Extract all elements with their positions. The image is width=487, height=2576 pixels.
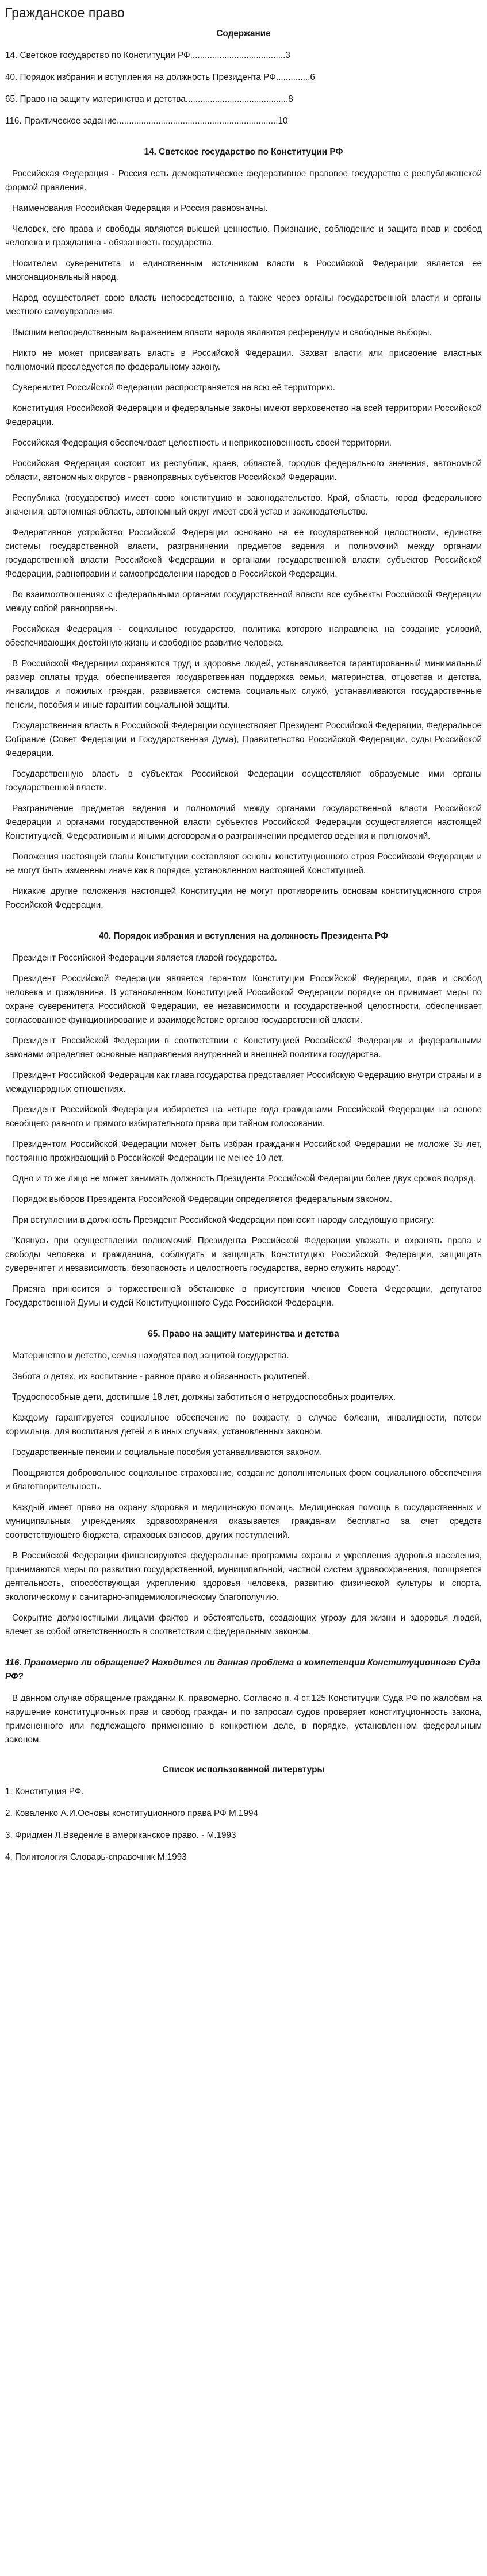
paragraph: Трудоспособные дети, достигшие 18 лет, должны заботиться о нетрудоспособных родителях. xyxy=(12,1392,396,1402)
paragraph: В Российской Федерации финансируются федеральные программы охраны и укрепления здоровья населения, принимаются меры по развитию государственной, муниципальной, частной систем здравоохранения, поощряется деятельность, способствующая укреплению здоровья человека, развитию физической культуры и спорта, экологическому и санитарно-эпидемиологическому благополучию. xyxy=(5,1551,482,1602)
reference-item: 3. Фридмен Л.Введение в американское право. - М.1993 xyxy=(5,1830,236,1840)
paragraph: Президент Российской Федерации в соответствии с Конституцией Российской Федерации и федеральными законами определяет основные направления внутренней и внешней политики государства. xyxy=(5,1036,482,1059)
paragraph: Федеративное устройство Российской Федерации основано на ее государственной целостности, единстве системы государственной власти, разграничении предметов ведения и полномочий между органами государственной власти Российской Федерации и органами государственной власти субъектов Российской Федерации, равноправии и самоопределении народов в Российской Федерации. xyxy=(5,528,482,579)
paragraph: Никакие другие положения настоящей Конституции не могут противоречить основам конституционного строя Российской Федерации. xyxy=(5,886,482,910)
toc-title: Содержание xyxy=(216,29,271,39)
section-motherhood-protection xyxy=(5,1327,482,1639)
paragraph: Российская Федерация обеспечивает целостность и неприкосновенность своей территории. xyxy=(12,438,392,448)
paragraph: При вступлении в должность Президент Российской Федерации приносит народу следующую присягу: xyxy=(12,1215,434,1225)
reference-item: 4. Политология Словарь-справочник М.1993 xyxy=(5,1852,187,1862)
references xyxy=(5,1763,482,1864)
toc-item: 65. Право на защиту материнства и детства..........................................8 xyxy=(5,94,293,104)
paragraph: Президентом Российской Федерации может быть избран гражданин Российской Федерации не моложе 35 лет, постоянно проживающий в Российской Федерации не менее 10 лет. xyxy=(5,1139,482,1163)
section-title: 14. Светское государство по Конституции РФ xyxy=(144,147,343,157)
paragraph: Поощряются добровольное социальное страхование, создание дополнительных форм социального обеспечения и благотворительность. xyxy=(5,1468,482,1492)
paragraph: В данном случае обращение гражданки К. правомерно. Согласно п. 4 ст.125 Конституции Суда РФ по жалобам на нарушение конституционных прав и свобод граждан и по запросам судов проверяет конституционность закона, примененного или подлежащего применению в конкретном деле, в порядке, установленном федеральным законом. xyxy=(5,1694,482,1745)
paragraph: Разграничение предметов ведения и полномочий между органами государственной власти Российской Федерации и органами государственной власти субъектов Российской Федерации осуществляется настоящей Конституцией, Федеративным и иными договорами о разграничении предметов ведения и полномочий. xyxy=(5,804,482,841)
references-title: Список использованной литературы xyxy=(162,1765,325,1775)
section-title: 40. Порядок избрания и вступления на должность Президента РФ xyxy=(98,931,389,941)
toc-item: 14. Светское государство по Конституции РФ.......................................3 xyxy=(5,51,290,60)
paragraph: Наименования Российская Федерация и Россия равнозначны. xyxy=(12,204,268,213)
paragraph: Государственную власть в субъектах Российской Федерации осуществляют образуемые ими органы государственной власти. xyxy=(5,769,482,793)
paragraph: Каждый имеет право на охрану здоровья и медицинскую помощь. Медицинская помощь в государственных и муниципальных учреждениях здравоохранения оказывается гражданам бесплатно за счет средств соответствующего бюджета, страховых взносов, других поступлений. xyxy=(5,1503,482,1540)
paragraph: Государственная власть в Российской Федерации осуществляет Президент Российской Федерации, Федеральное Собрание (Совет Федерации и Государственная Дума), Правительство Российской Федерации, суды Российской Федерации. xyxy=(5,721,482,758)
paragraph: Российская Федерация состоит из республик, краев, областей, городов федерального значения, автономной области, автономных округов - равноправных субъектов Российской Федерации. xyxy=(5,459,482,482)
paragraph: Присяга приносится в торжественной обстановке в присутствии членов Совета Федерации, депутатов Государственной Думы и судей Конституционного Суда Российской Федерации. xyxy=(5,1284,482,1308)
section-title: 65. Право на защиту материнства и детства xyxy=(148,1329,339,1339)
paragraph: Государственные пенсии и социальные пособия устанавливаются законом. xyxy=(12,1448,323,1457)
reference-item: 1. Конституция РФ. xyxy=(5,1787,84,1796)
paragraph: Суверенитет Российской Федерации распространяется на всю её территорию. xyxy=(12,383,336,393)
paragraph: Носителем суверенитета и единственным источником власти в Российской Федерации является ее многонациональный народ. xyxy=(5,259,482,282)
table-of-contents xyxy=(5,27,482,128)
paragraph: Положения настоящей главы Конституции составляют основы конституционного строя Российской Федерации и не могут быть изменены иначе как в порядке, установленном настоящей Конституцией. xyxy=(5,852,482,876)
paragraph: Человек, его права и свободы являются высшей ценностью. Признание, соблюдение и защита прав и свобод человека и гражданина - обязанность государства. xyxy=(5,224,482,248)
paragraph: Президент Российской Федерации является главой государства. xyxy=(12,953,278,963)
paragraph: Российская Федерация - Россия есть демократическое федеративное правовое государство с республиканской формой правления. xyxy=(5,169,482,193)
paragraph: Сокрытие должностными лицами фактов и обстоятельств, создающих угрозу для жизни и здоровья людей, влечет за собой ответственность в соответствии с федеральным законом. xyxy=(5,1613,482,1637)
paragraph: Президент Российской Федерации является гарантом Конституции Российской Федерации, прав и свобод человека и гражданина. В установленном Конституцией Российской Федерации порядке он принимает меры по охране суверенитета Российской Федерации, ее независимости и государственной целостности, обеспечивает согласованное функционирование и взаимодействие органов государственной власти. xyxy=(5,974,482,1025)
paragraph: Российская Федерация - социальное государство, политика которого направлена на создание условий, обеспечивающих достойную жизнь и свободное развитие человека. xyxy=(5,624,482,648)
section-title: 116. Правомерно ли обращение? Находится ли данная проблема в компетенции Конституционного Суда РФ? xyxy=(5,1658,480,1681)
paragraph: Народ осуществляет свою власть непосредственно, а также через органы государственной власти и органы местного самоуправления. xyxy=(5,293,482,317)
paragraph: Республика (государство) имеет свою конституцию и законодательство. Край, область, город федерального значения, автономная область, автономный округ имеет свой устав и законодательство. xyxy=(5,493,482,517)
document-title: Гражданское право xyxy=(5,5,125,20)
paragraph: Одно и то же лицо не может занимать должность Президента Российской Федерации более двух сроков подряд. xyxy=(12,1174,476,1184)
paragraph: Забота о детях, их воспитание - равное право и обязанность родителей. xyxy=(12,1372,310,1381)
paragraph: Порядок выборов Президента Российской Федерации определяется федеральным законом. xyxy=(12,1195,393,1204)
section-practical-task xyxy=(5,1656,482,1747)
toc-item: 116. Практическое задание..................................................................10 xyxy=(5,116,288,126)
paragraph: "Клянусь при осуществлении полномочий Президента Российской Федерации уважать и охранять права и свободы человека и гражданина, соблюдать и защищать Конституцию Российской Федерации, защищать суверенитет и независимость, безопасность и целостность государства, верно служить народу". xyxy=(5,1236,482,1273)
paragraph: Президент Российской Федерации как глава государства представляет Российскую Федерацию внутри страны и в международных отношениях. xyxy=(5,1070,482,1094)
paragraph: Никто не может присваивать власть в Российской Федерации. Захват власти или присвоение властных полномочий преследуется по федеральному закону. xyxy=(5,348,482,372)
paragraph: Высшим непосредственным выражением власти народа являются референдум и свободные выборы. xyxy=(12,328,432,337)
paragraph: Каждому гарантируется социальное обеспечение по возрасту, в случае болезни, инвалидности, потери кормильца, для воспитания детей и в иных случаях, установленных законом. xyxy=(5,1413,482,1437)
section-secular-state xyxy=(5,145,482,912)
paragraph: Материнство и детство, семья находятся под защитой государства. xyxy=(12,1351,289,1361)
paragraph: Президент Российской Федерации избирается на четыре года гражданами Российской Федерации на основе всеобщего равного и прямого избирательного права при тайном голосовании. xyxy=(5,1105,482,1128)
paragraph: В Российской Федерации охраняются труд и здоровье людей, устанавливается гарантированный минимальный размер оплаты труда, обеспечивается государственная поддержка семьи, материнства, отцовства и детства, инвалидов и пожилых граждан, развивается система социальных служб, устанавливаются государственные пенсии, пособия и иные гарантии социальной защиты. xyxy=(5,659,482,710)
section-president-election xyxy=(5,930,482,1310)
reference-item: 2. Коваленко А.И.Основы конституционного права РФ М.1994 xyxy=(5,1809,258,1818)
paragraph: Во взаимоотношениях с федеральными органами государственной власти все субъекты Российской Федерации между собой равноправны. xyxy=(5,590,482,613)
toc-item: 40. Порядок избрания и вступления на должность Президента РФ..............6 xyxy=(5,72,315,82)
paragraph: Конституция Российской Федерации и федеральные законы имеют верховенство на всей территории Российской Федерации. xyxy=(5,404,482,427)
